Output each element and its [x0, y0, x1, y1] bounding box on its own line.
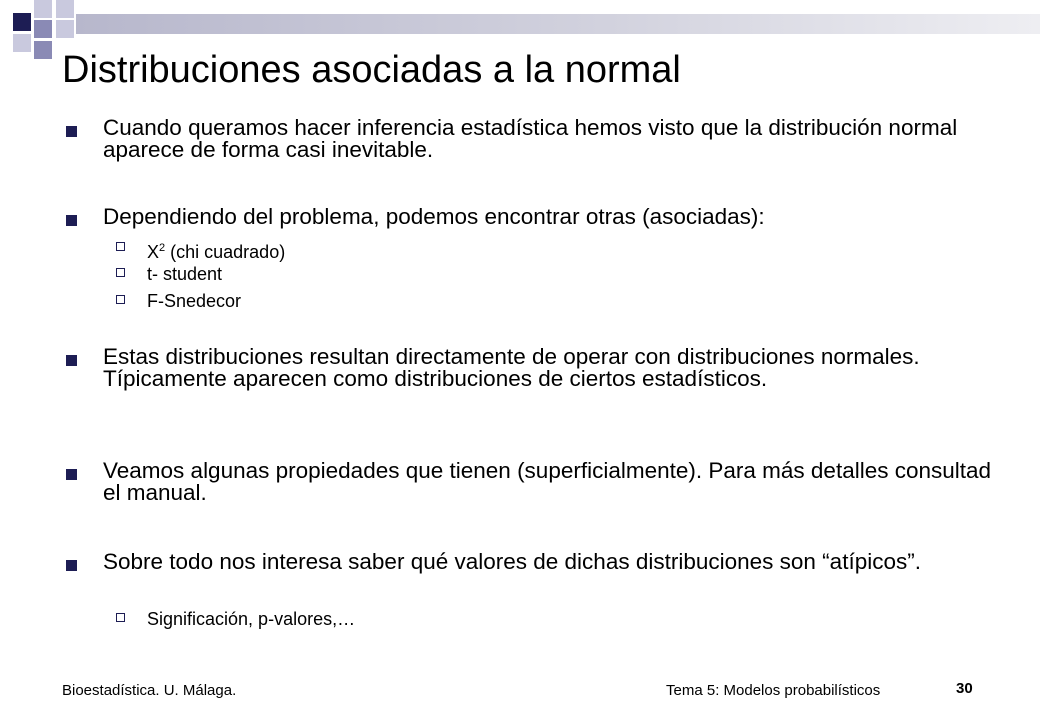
sub-bullet-item: [116, 237, 996, 263]
sub-bullet-text: t- student: [147, 264, 223, 284]
sub-bullet-item: [116, 608, 996, 630]
bullet-item: [62, 206, 992, 228]
superscript: 2: [159, 242, 166, 254]
square-bullet-icon: [66, 355, 77, 366]
hollow-square-bullet-icon: [116, 295, 125, 304]
bullet-text: Sobre todo nos interesa saber qué valores de dichas distribuciones son “atípicos”.: [103, 549, 921, 574]
hollow-square-bullet-icon: [116, 242, 125, 251]
bullet-text: Cuando queramos hacer inferencia estadística hemos visto que la distribución normal aparece de forma casi inevitable.: [103, 115, 958, 162]
square-bullet-icon: [66, 215, 77, 226]
sub-bullet-text: (chi cuadrado): [165, 242, 286, 262]
square-bullet-icon: [66, 560, 77, 571]
sub-bullet-item: [116, 290, 996, 312]
square-bullet-icon: [66, 126, 77, 137]
bullet-text: Veamos algunas propiedades que tienen (superficialmente). Para más detalles consultad el manual.: [103, 458, 992, 505]
bullet-item: [62, 346, 992, 390]
bullet-text: Estas distribuciones resultan directamente de operar con distribuciones normales. Típicamente aparecen como distribuciones de ciertos estadísticos.: [103, 344, 920, 391]
sub-bullet-text: Significación, p-valores,…: [147, 609, 356, 629]
hollow-square-bullet-icon: [116, 268, 125, 277]
square-bullet-icon: [66, 469, 77, 480]
footer-course: Bioestadística. U. Málaga.: [62, 682, 237, 699]
bullet-text: Dependiendo del problema, podemos encontrar otras (asociadas):: [103, 204, 765, 229]
page-number: 30: [956, 680, 973, 697]
bullet-item: [62, 117, 992, 161]
sub-bullet-item: [116, 263, 996, 285]
hollow-square-bullet-icon: [116, 613, 125, 622]
bullet-item: [62, 460, 992, 504]
sub-bullet-text: F-Snedecor: [147, 291, 242, 311]
sub-bullet-text: X: [147, 242, 160, 262]
slide-title: Distribuciones asociadas a la normal: [62, 49, 681, 91]
footer-topic: Tema 5: Modelos probabilísticos: [666, 682, 881, 699]
bullet-item: [62, 551, 992, 573]
